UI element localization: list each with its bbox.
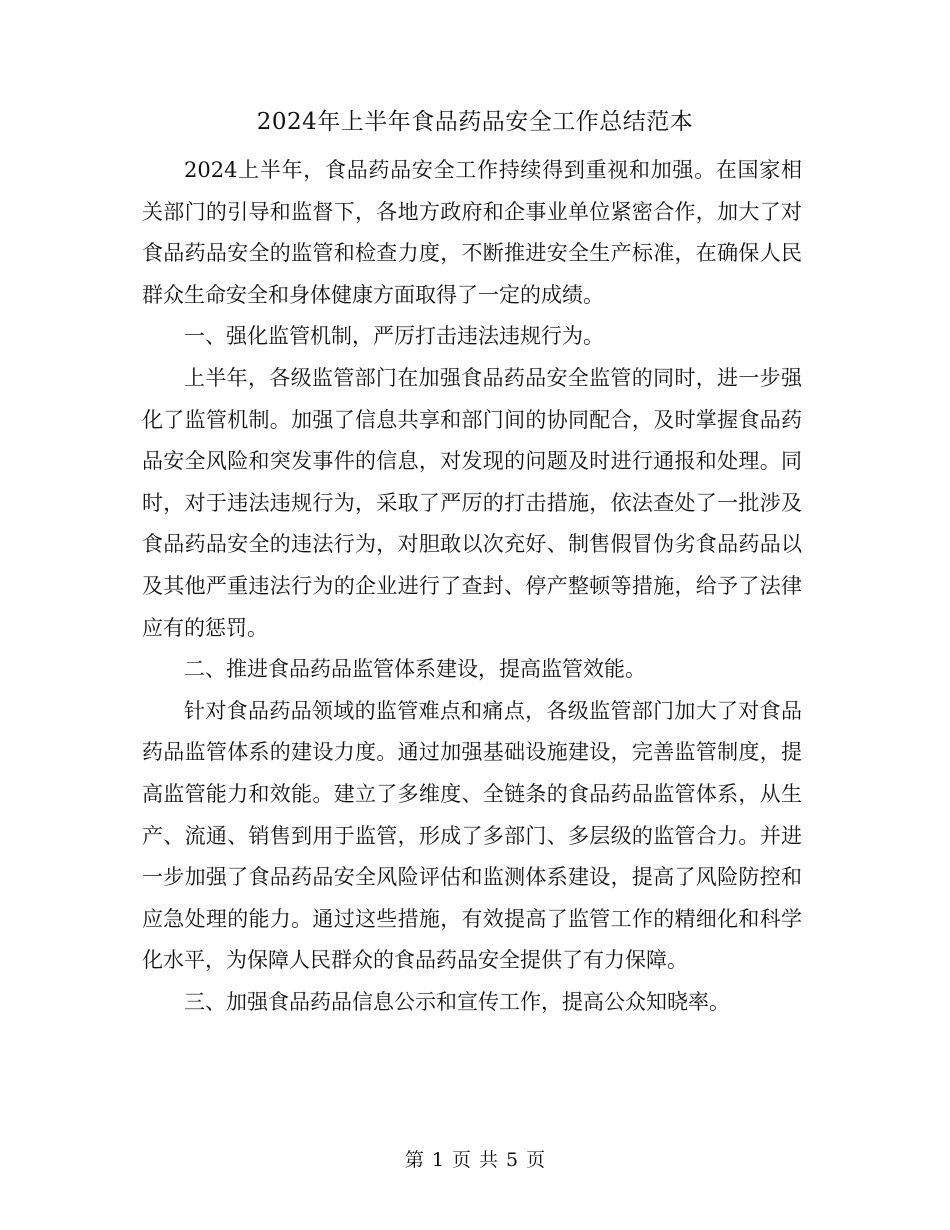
section-heading-1: 一、强化监管机制，严厉打击违法违规行为。 [184,324,604,349]
document-title: 2024年上半年食品药品安全工作总结范本 [256,109,694,135]
section-heading-3: 三、加强食品药品信息公示和宣传工作，提高公众知晓率。 [184,989,730,1014]
section-heading-2: 二、推进食品药品监管体系建设，提高监管效能。 [184,657,646,682]
paragraph-intro: 2024上半年，食品药品安全工作持续得到重视和加强。在国家相关部门的引导和监督下，各地方政府和企事业单位紧密合作，加大了对食品药品安全的监管和检查力度，不断推进安全生产标准，在确保人民群众生命安全和身体健康方面取得了一定的成绩。 [142,158,802,307]
paragraph-section-2: 针对食品药品领域的监管难点和痛点，各级监管部门加大了对食品药品监管体系的建设力度。通过加强基础设施建设，完善监管制度，提高监管能力和效能。建立了多维度、全链条的食品药品监管体系，从生产、流通、销售到用于监管，形成了多部门、多层级的监管合力。并进一步加强了食品药品安全风险评估和监测体系建设，提高了风险防控和应急处理的能力。通过这些措施，有效提高了监管工作的精细化和科学化水平，为保障人民群众的食品药品安全提供了有力保障。 [142,698,802,973]
document-body [142,150,802,1023]
page-number-footer: 第 1 页 共 5 页 [404,1149,546,1171]
paragraph-section-1: 上半年，各级监管部门在加强食品药品安全监管的同时，进一步强化了监管机制。加强了信息共享和部门间的协同配合，及时掌握食品药品安全风险和突发事件的信息，对发现的问题及时进行通报和处理。同时，对于违法违规行为，采取了严厉的打击措施，依法查处了一批涉及食品药品安全的违法行为，对胆敢以次充好、制售假冒伪劣食品药品以及其他严重违法行为的企业进行了查封、停产整顿等措施，给予了法律应有的惩罚。 [142,365,802,640]
